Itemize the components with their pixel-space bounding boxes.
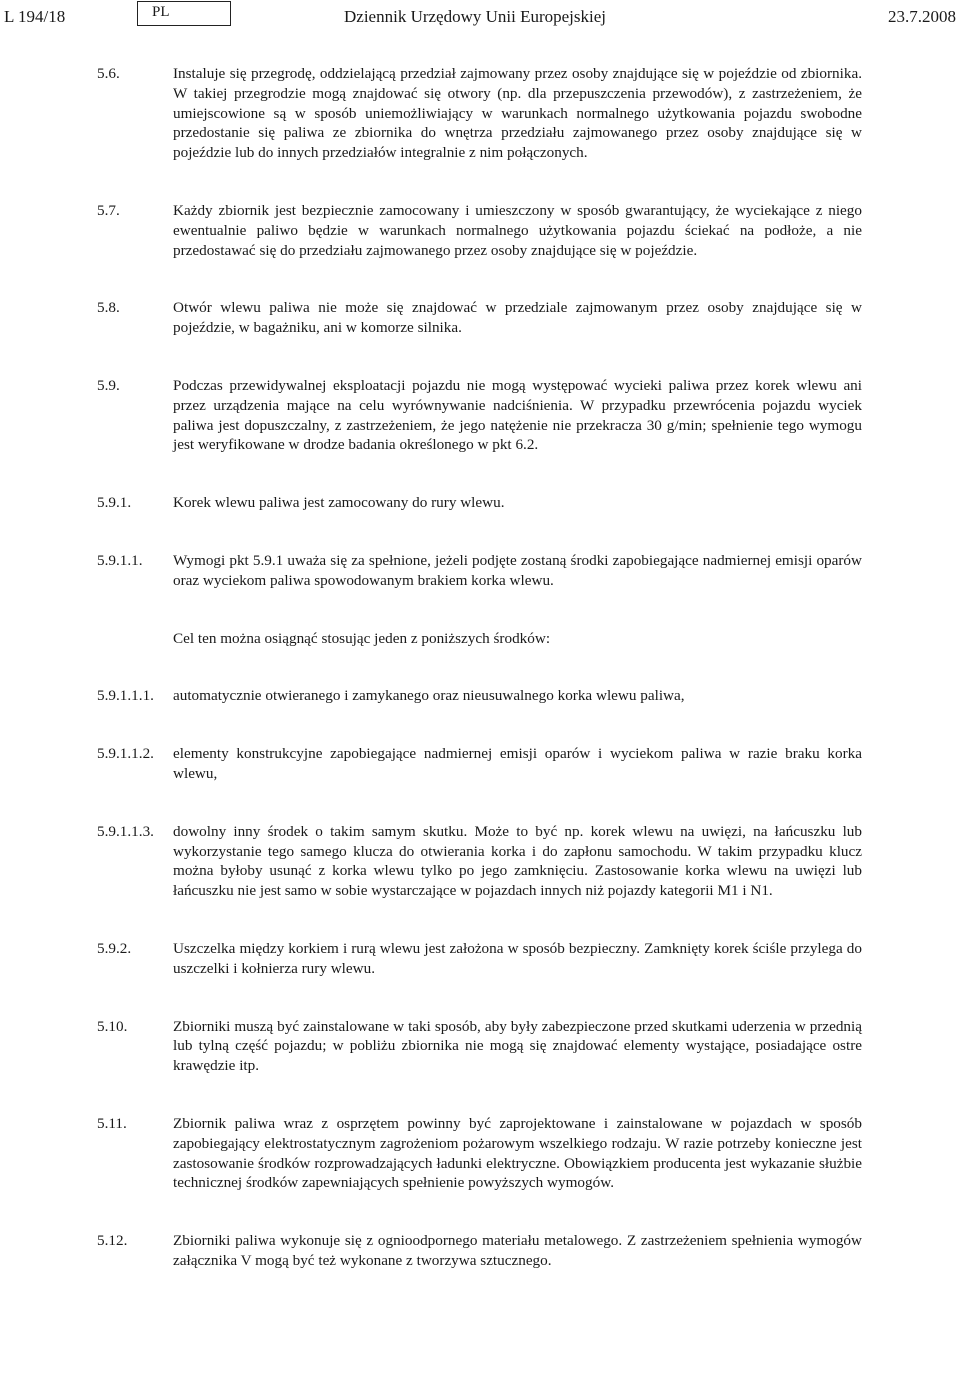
- paragraph: [0, 939, 862, 979]
- document-body: [0, 64, 960, 1309]
- paragraph-text: Zbiorniki paliwa wykonuje się z ognioodpornego materiału metalowego. Z zastrzeżeniem spełnienia wymogów załącznika V mogą być też wykonane z tworzywa sztucznego.: [173, 1232, 862, 1269]
- paragraph-number: 5.9.: [97, 376, 120, 394]
- publication-date: 23.7.2008: [888, 7, 956, 26]
- paragraph-number: 5.11.: [97, 1114, 127, 1132]
- paragraph: [0, 1231, 862, 1271]
- paragraph: [0, 493, 862, 513]
- paragraph-number: 5.12.: [97, 1232, 128, 1250]
- paragraph-number: 5.9.1.1.3.: [97, 822, 154, 840]
- paragraph: [0, 686, 862, 706]
- paragraph-text: elementy konstrukcyjne zapobiegające nadmiernej emisji oparów i wyciekom paliwa w razie braku korka wlewu,: [173, 745, 862, 782]
- paragraph-text: dowolny inny środek o takim samym skutku. Może to być np. korek wlewu na uwięzi, na łańcuszku lub wykorzystanie tego samego klucza do otwierania korka i do zapłonu samochodu. W takim przypadku klucz można byłoby usunąć z korka wlewu tylko po jego zamknięciu. Zastosowanie korka wlewu na uwięzi lub łańcuszku nie jest samo w sobie wystarczające w pojazdach innych niż pojazdy kategorii M1 i N1.: [173, 822, 862, 900]
- paragraph: [0, 1114, 862, 1193]
- paragraph-text: automatycznie otwieranego i zamykanego oraz nieusuwalnego korka wlewu paliwa,: [173, 687, 685, 705]
- paragraph-text: Uszczelka między korkiem i rurą wlewu jest założona w sposób bezpieczny. Zamknięty korek ściśle przylega do uszczelki i kołnierza rury wlewu.: [173, 939, 862, 977]
- paragraph-text: Zbiornik paliwa wraz z osprzętem powinny być zaprojektowane i zainstalowane w pojazdach w sposób zapobiegający elektrostatycznym zagrożeniom pożarowym wszelkiego rodzaju. W razie potrzeby konieczne jest zastosowanie środków rozprowadzających ładunki elektryczne. Obowiązkiem producenta jest wykazanie służbie technicznej środków zapewniających spełnienie powyższych wymogów.: [173, 1114, 862, 1192]
- paragraph-number: 5.9.1.1.: [97, 551, 143, 569]
- paragraph: [0, 201, 862, 260]
- paragraph-number: 5.10.: [97, 1017, 128, 1035]
- journal-title: Dziennik Urzędowy Unii Europejskiej: [344, 7, 607, 26]
- paragraph-text: Cel ten można osiągnąć stosując jeden z poniższych środków:: [173, 629, 551, 647]
- paragraph: [0, 744, 862, 784]
- paragraph-number: 5.9.1.1.1.: [97, 687, 154, 705]
- paragraph: [0, 376, 862, 455]
- paragraph-number: 5.9.1.: [97, 494, 132, 512]
- page-number: L 194/18: [4, 7, 66, 26]
- paragraph: [0, 629, 862, 649]
- paragraph-text: Zbiorniki muszą być zainstalowane w taki sposób, aby były zabezpieczone przed skutkami uderzenia w przednią lub tylną część pojazdu; w pobliżu zbiornika nie mogą się znajdować elementy wystające, posiadające ostre krawędzie itp.: [173, 1017, 862, 1075]
- paragraph: [0, 822, 862, 901]
- paragraph-number: 5.6.: [97, 65, 120, 82]
- language-badge: PL: [137, 1, 231, 26]
- paragraph: [0, 551, 862, 591]
- paragraph-text: Każdy zbiornik jest bezpiecznie zamocowany i umieszczony w sposób gwarantujący, że wyciekające z niego ewentualnie paliwo będzie w warunkach normalnego użytkowania pojazdu ściekać na podłoże, a nie przedostawać się do przedziału zajmowanego przez osoby znajdujące się w pojeździe.: [173, 201, 862, 259]
- paragraph-number: 5.9.2.: [97, 939, 132, 957]
- paragraph-number: 5.8.: [97, 299, 120, 317]
- paragraph-number: 5.7.: [97, 201, 120, 219]
- paragraph-text: Podczas przewidywalnej eksploatacji pojazdu nie mogą występować wycieki paliwa przez korek wlewu ani przez urządzenia mające na celu wyrównywanie nadciśnienia. W przypadku przewrócenia pojazdu wyciek paliwa jest dopuszczalny, z zastrzeżeniem, że jego natężenie nie przekracza 30 g/min; spełnienie tego wymogu jest weryfikowane w drodze badania określonego w pkt 6.2.: [173, 376, 862, 454]
- paragraph-text: Korek wlewu paliwa jest zamocowany do rury wlewu.: [173, 494, 505, 512]
- paragraph-text: Wymogi pkt 5.9.1 uważa się za spełnione, jeżeli podjęte zostaną środki zapobiegające nadmiernej emisji oparów oraz wyciekom paliwa spowodowanym brakiem korka wlewu.: [173, 551, 862, 589]
- paragraph-text: Instaluje się przegrodę, oddzielającą przedział zajmowany przez osoby znajdujące się w pojeździe od zbiornika. W takiej przegrodzie mogą znajdować się otwory (np. dla przepuszczenia przewodów), z zastrzeżeniem, że umiejscowione są w sposób uniemożliwiający w warunkach normalnego użytkowania pojazdu swobodne przedostanie się paliwa ze zbiornika do wnętrza przedziału zajmowanego przez osoby znajdujące się w pojeździe lub do innych przedziałów integralnie z nim połączonych.: [173, 65, 862, 162]
- paragraph: [0, 64, 862, 163]
- paragraph-number: 5.9.1.1.2.: [97, 745, 154, 763]
- page-header: [0, 0, 960, 40]
- paragraph: [0, 1017, 862, 1076]
- paragraph-text: Otwór wlewu paliwa nie może się znajdować w przedziale zajmowanym przez osoby znajdujące się w pojeździe, w bagażniku, ani w komorze silnika.: [173, 299, 862, 337]
- paragraph: [0, 298, 862, 338]
